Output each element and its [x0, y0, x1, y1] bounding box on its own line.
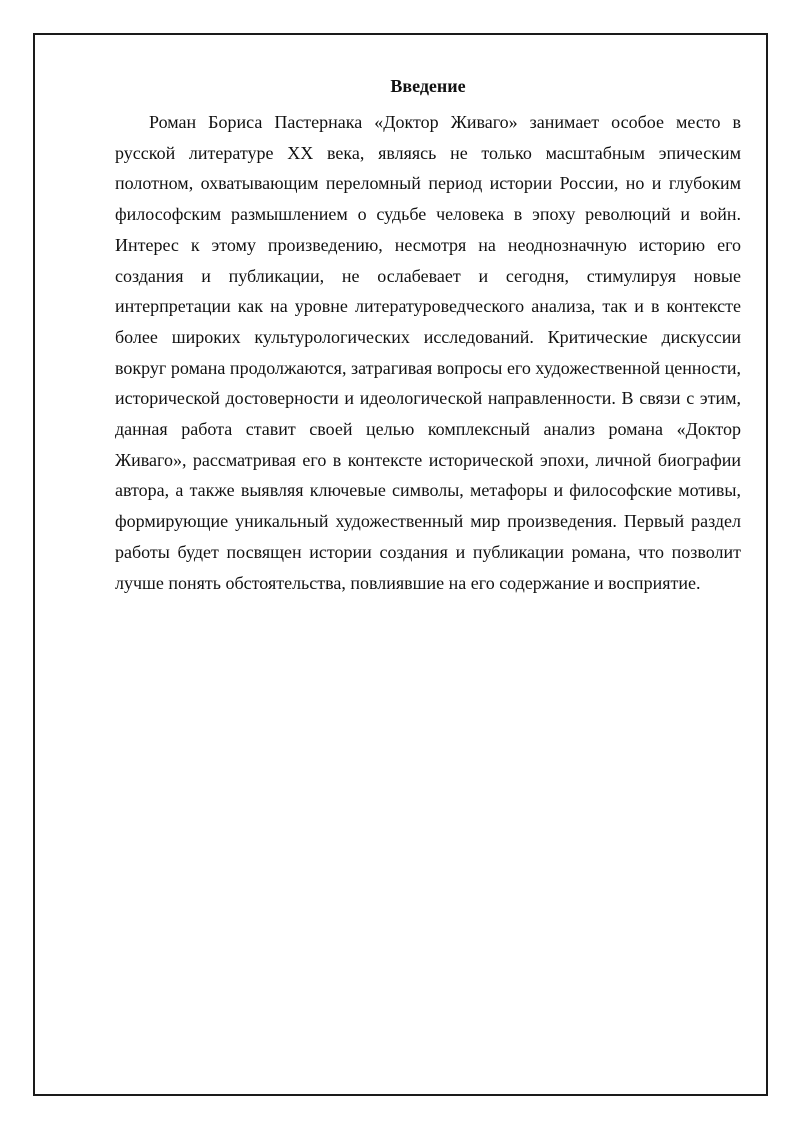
section-title: Введение: [390, 76, 466, 96]
body-paragraph: Роман Бориса Пастернака «Доктор Живаго» занимает особое место в русской литературе XX века, являясь не только масштабным эпическим полотном, охватывающим переломный период истории России, но и глубоким философским размышлением о судьбе человека в эпоху революций и войн. Интерес к этому произведению, несмотря на неоднозначную историю его создания и публикации, не ослабевает и сегодня, стимулируя новые интерпретации как на уровне литературоведческого анализа, так и в контексте более широких культурологических исследований. Критические дискуссии вокруг романа продолжаются, затрагивая вопросы его художественной ценности, исторической достоверности и идеологической направленности. В связи с этим, данная работа ставит своей целью комплексный анализ романа «Доктор Живаго», рассматривая его в контексте исторической эпохи, личной биографии автора, а также выявляя ключевые символы, метафоры и философские мотивы, формирующие уникальный художественный мир произведения. Первый раздел работы будет посвящен истории создания и публикации романа, что позволит лучше понять обстоятельства, повлиявшие на его содержание и восприятие.: [115, 112, 741, 593]
